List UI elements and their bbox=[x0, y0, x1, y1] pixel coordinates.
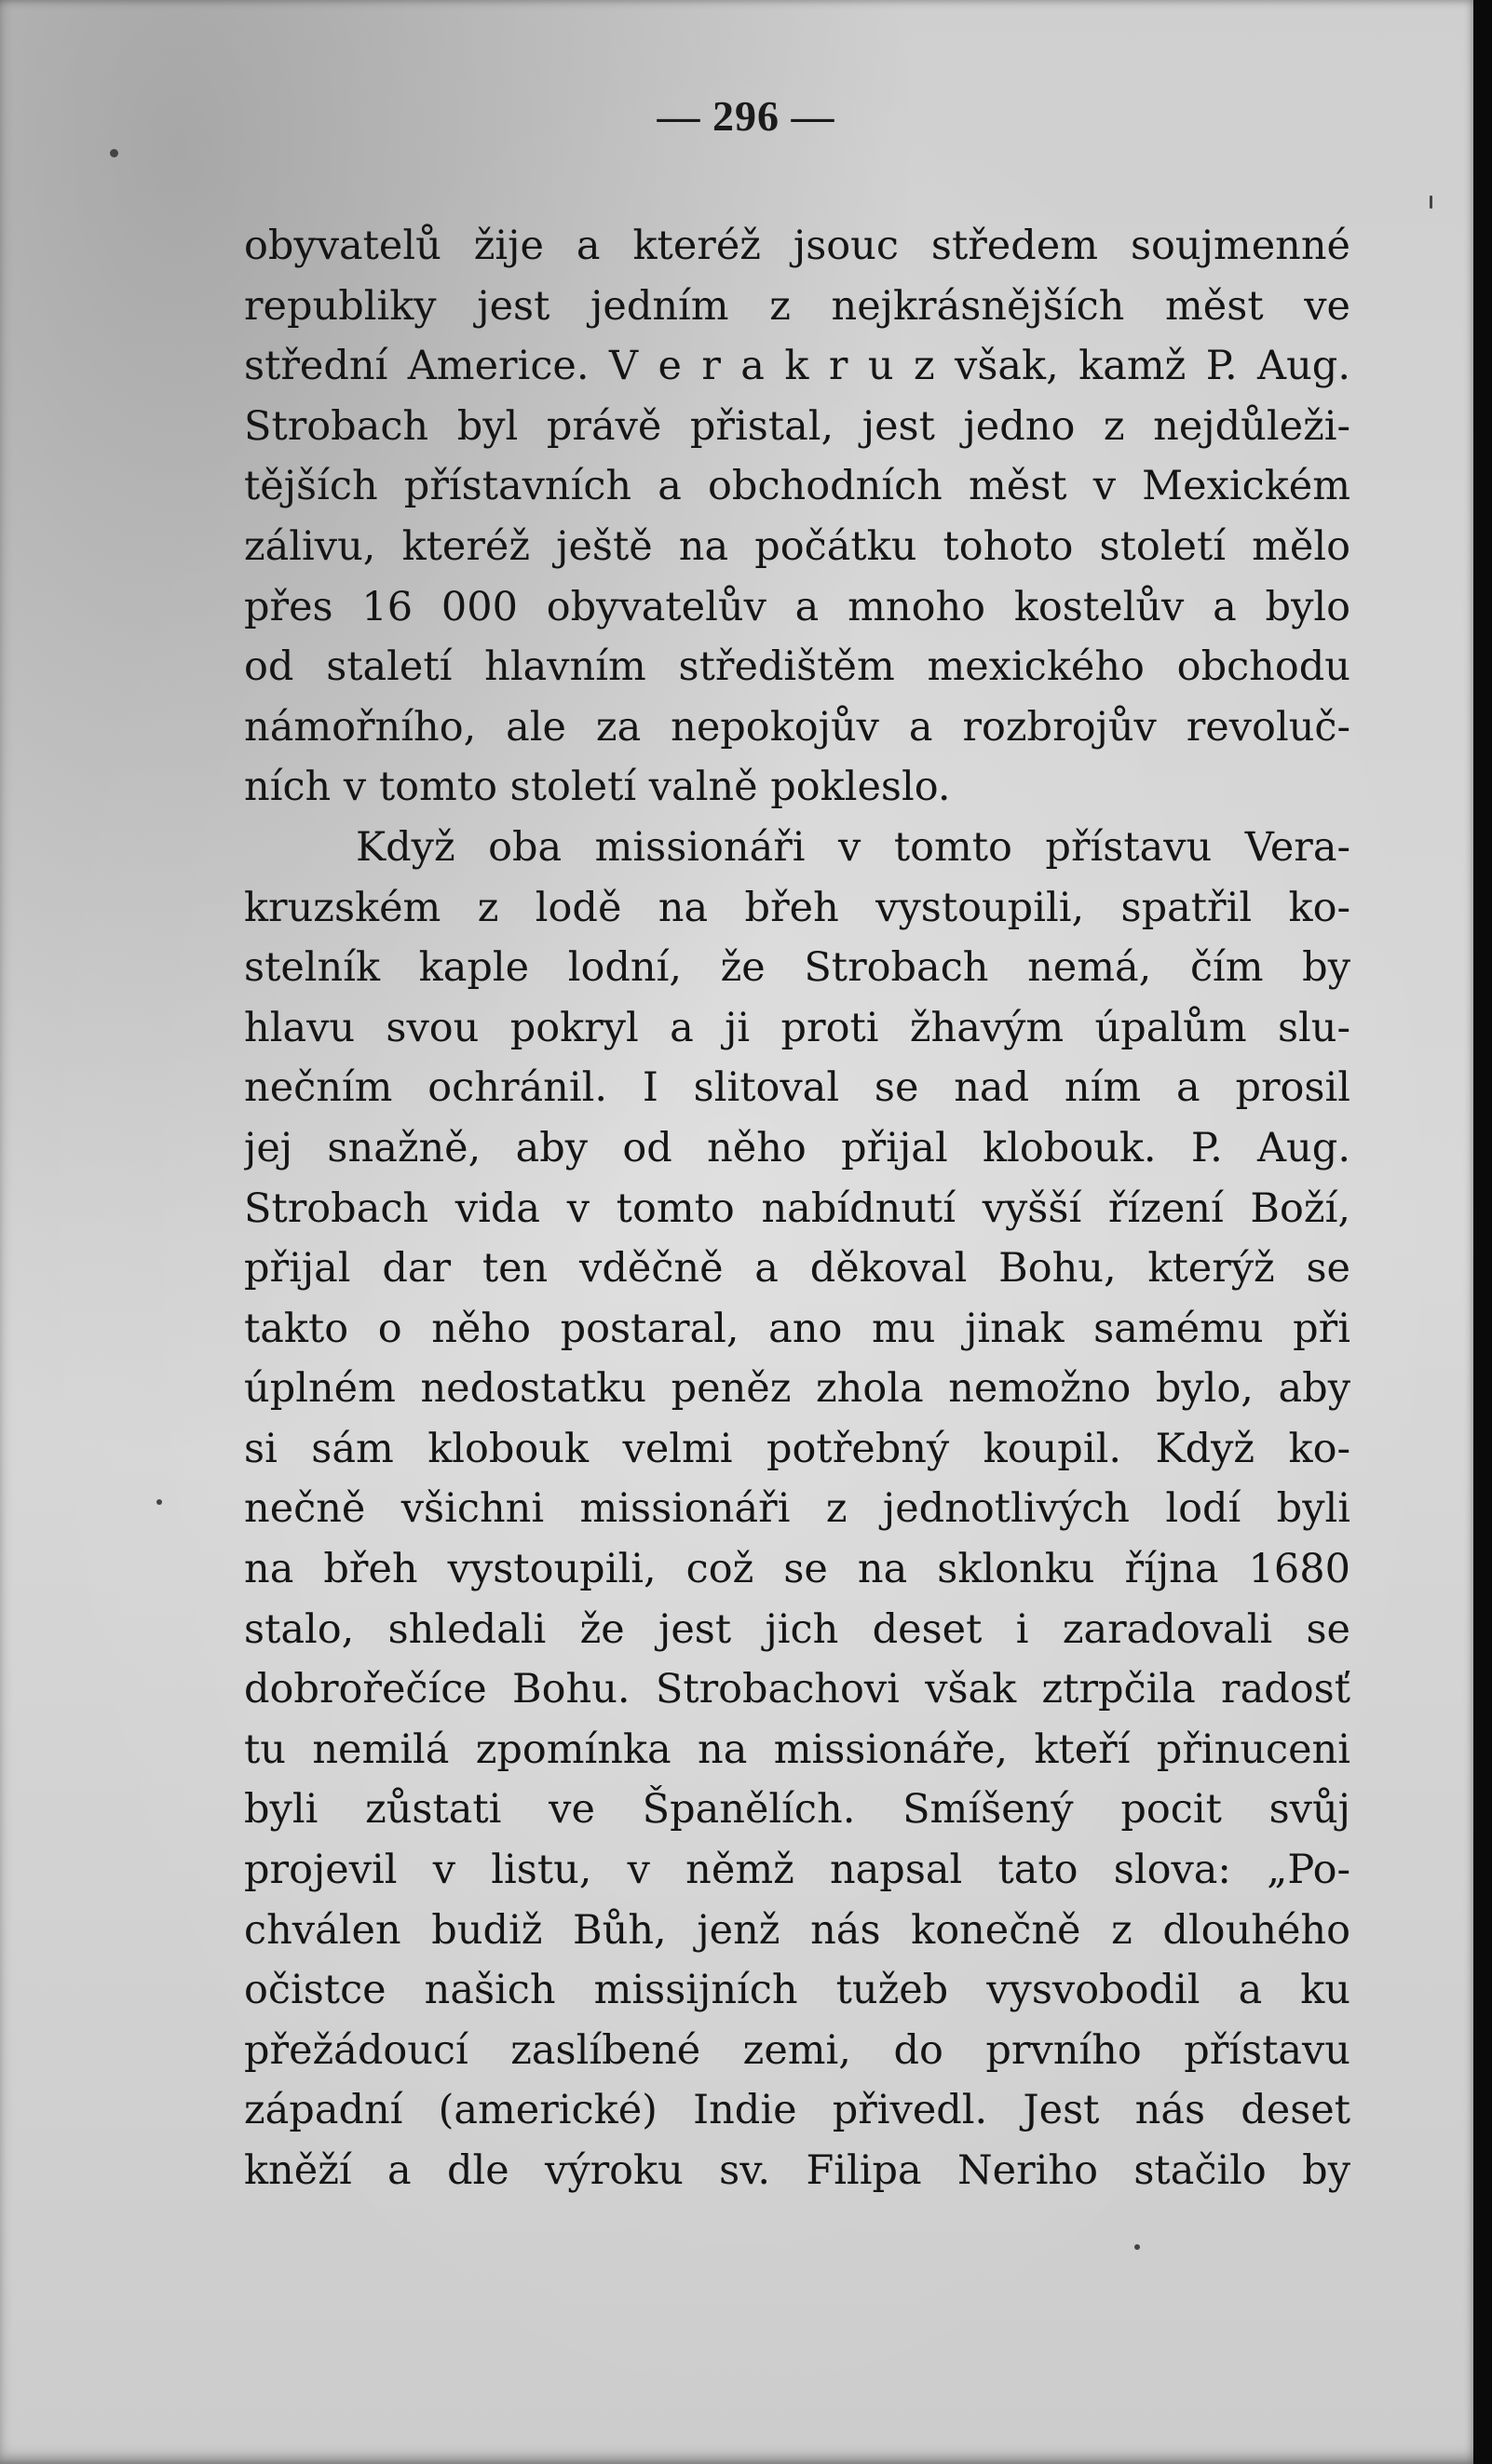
text-line: ních v tomto století valně pokleslo. bbox=[244, 764, 951, 811]
text-line: Strobach byl právě přistal, jest jedno z nejdůleži- bbox=[244, 402, 1350, 450]
text-line: obyvatelů žije a kteréž jsouc středem soujmenné bbox=[244, 223, 1350, 269]
text-line: přežádoucí zaslíbené zemi, do prvního přístavu bbox=[244, 2026, 1350, 2074]
text-line: tějších přístavních a obchodních měst v Mexickém bbox=[244, 463, 1350, 510]
text-line: si sám klobouk velmi potřebný koupil. Když ko- bbox=[244, 1425, 1350, 1472]
scan-speck bbox=[156, 1499, 162, 1505]
text-line: nečně všichni missionáři z jednotlivých lodí byli bbox=[244, 1485, 1350, 1533]
text-line: zálivu, kteréž ještě na počátku tohoto století mělo bbox=[244, 522, 1350, 570]
text-line: byli zůstati ve Španělích. Smíšený pocit svůj bbox=[244, 1786, 1350, 1834]
scan-speck bbox=[110, 149, 118, 157]
text-line: kněží a dle výroku sv. Filipa Neriho stačilo by bbox=[244, 2147, 1350, 2194]
text-line: stelník kaple lodní, že Strobach nemá, čím by bbox=[244, 944, 1350, 992]
text-line: dobrořečíce Bohu. Strobachovi však ztrpčila radosť bbox=[244, 1666, 1350, 1713]
scan-speck bbox=[1430, 196, 1432, 209]
text-line: úplném nedostatku peněz zhola nemožno bylo, aby bbox=[244, 1365, 1350, 1413]
text-line: přijal dar ten vděčně a děkoval Bohu, kterýž se bbox=[244, 1245, 1350, 1293]
text-line: střední Americe. V e r a k r u z však, kamž P. Aug. bbox=[244, 343, 1350, 390]
text-line: Když oba missionáři v tomto přístavu Vera- bbox=[356, 823, 1350, 871]
text-line: kruzském z lodě na břeh vystoupili, spatřil ko- bbox=[244, 884, 1350, 931]
text-line: od staletí hlavním středištěm mexického obchodu bbox=[244, 643, 1350, 691]
text-line: hlavu svou pokryl a ji proti žhavým úpalům slu- bbox=[244, 1004, 1350, 1051]
text-line: námořního, ale za nepokojův a rozbrojův revoluč- bbox=[244, 703, 1350, 751]
text-line: přes 16 000 obyvatelův a mnoho kostelův a bylo bbox=[244, 583, 1350, 630]
page-number: — 296 — bbox=[657, 92, 835, 140]
text-line: republiky jest jedním z nejkrásnějších měst ve bbox=[244, 282, 1350, 330]
text-line: nečním ochránil. I slitoval se nad ním a prosil bbox=[244, 1064, 1350, 1112]
text-line: projevil v listu, v němž napsal tato slova: „Po- bbox=[244, 1847, 1350, 1894]
text-line: západní (americké) Indie přivedl. Jest nás deset bbox=[244, 2087, 1350, 2134]
text-line: stalo, shledali že jest jich deset i zaradovali se bbox=[244, 1605, 1350, 1653]
text-line: takto o něho postaral, ano mu jinak samému při bbox=[244, 1305, 1350, 1352]
text-line: jej snažně, aby od něho přijal klobouk. P. Aug. bbox=[244, 1124, 1350, 1171]
text-line: chválen budiž Bůh, jenž nás konečně z dlouhého bbox=[244, 1906, 1350, 1954]
text-line: Strobach vida v tomto nabídnutí vyšší řízení Boží, bbox=[244, 1185, 1350, 1232]
text-line: tu nemilá zpomínka na missionáře, kteří přinuceni bbox=[244, 1726, 1350, 1773]
scan-border bbox=[1473, 0, 1492, 2464]
body-text bbox=[244, 216, 1350, 2201]
text-line: očistce našich missijních tužeb vysvobodil a ku bbox=[244, 1967, 1350, 2014]
text-line: na břeh vystoupili, což se na sklonku října 1680 bbox=[244, 1546, 1350, 1593]
scan-speck bbox=[1134, 2244, 1140, 2250]
